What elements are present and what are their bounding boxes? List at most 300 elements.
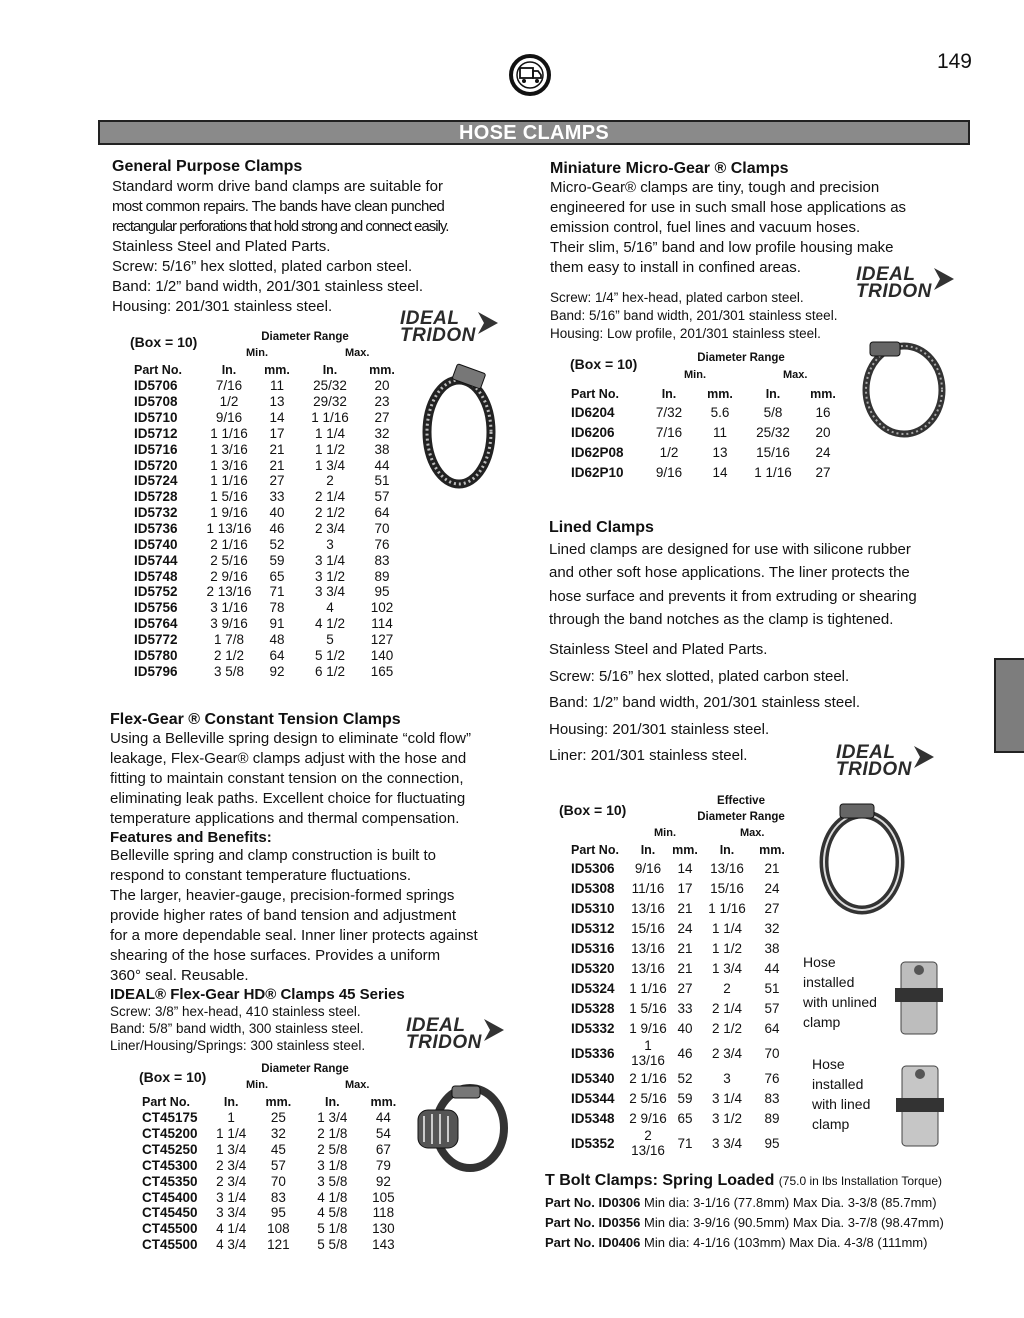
part-number-cell: ID5744 [134, 552, 178, 568]
value-cell: 71 [269, 584, 285, 600]
part-label: Part No. ID0306 [545, 1195, 641, 1210]
text-line: Micro-Gear® clamps are tiny, tough and precision [550, 179, 880, 196]
text-line: The larger, heavier-gauge, precision-formed springs [110, 887, 455, 904]
value-cell: 67 [375, 1142, 391, 1158]
value-cell: 1 3/4 [317, 1110, 348, 1126]
brand-line-1: IDEAL [836, 742, 896, 763]
value-cell: 1 13/16 [206, 521, 252, 537]
caption-line: clamp [803, 1014, 841, 1030]
value-cell: 1 [227, 1110, 235, 1126]
value-cell: 1 1/16 [629, 980, 667, 996]
value-cell: 1 3/16 [210, 441, 248, 457]
value-cell: 83 [374, 552, 390, 568]
lined-clamps-table [571, 842, 791, 1158]
caption-line: with lined [812, 1096, 871, 1112]
caption-line: installed [812, 1076, 864, 1092]
value-cell: 3 1/2 [314, 568, 346, 584]
table-row [571, 958, 791, 978]
value-cell: 2 13/16 [206, 584, 252, 600]
micro-gear-table [571, 386, 847, 482]
table-header: mm. [265, 1095, 292, 1109]
text-line: Band: 5/8” band width, 300 stainless steel. [110, 1021, 364, 1036]
value-cell: 114 [371, 616, 393, 632]
value-cell: 79 [375, 1157, 391, 1173]
part-number-cell: CT45400 [142, 1189, 198, 1205]
table-row [142, 1221, 408, 1237]
value-cell: 17 [269, 425, 285, 441]
text-line: Stainless Steel and Plated Parts. [112, 238, 331, 255]
section-banner [98, 120, 970, 145]
arrow-logo-icon [912, 744, 938, 770]
brand-line-1: IDEAL [406, 1015, 466, 1036]
value-cell: 46 [269, 521, 285, 537]
value-cell: 33 [269, 489, 285, 505]
value-cell: 46 [677, 1045, 693, 1061]
value-cell: 2 1/8 [317, 1126, 348, 1142]
hose-lined-image [896, 1060, 944, 1150]
part-label: Part No. ID0406 [545, 1235, 641, 1250]
value-cell: 21 [677, 900, 693, 916]
value-cell: 5 [326, 631, 334, 647]
part-number-cell: ID5756 [134, 600, 178, 616]
table-row [134, 410, 406, 426]
table-row [134, 552, 406, 568]
part-label: Part No. ID0356 [545, 1215, 641, 1230]
table-header: In. [223, 1095, 239, 1109]
value-cell: 14 [677, 860, 693, 876]
value-cell: 5.6 [710, 404, 730, 420]
part-number-cell: ID5736 [134, 521, 178, 537]
lined-clamps-title: Lined Clamps [549, 519, 654, 536]
value-cell: 24 [815, 444, 831, 460]
text-line: fitting to maintain constant tension on the connection, [110, 770, 464, 787]
value-cell: 95 [374, 584, 390, 600]
table-header: mm. [370, 1095, 397, 1109]
value-cell: 2 5/8 [317, 1142, 348, 1158]
value-cell: 3 5/8 [317, 1173, 348, 1189]
table-row [571, 978, 791, 998]
value-cell: 44 [375, 1110, 391, 1126]
value-cell: 2 1/16 [210, 536, 248, 552]
text-line: Screw: 5/16” hex slotted, plated carbon steel. [549, 667, 850, 685]
max-label: Max. [740, 827, 765, 839]
value-cell: 24 [677, 920, 693, 936]
value-cell: 21 [269, 457, 285, 473]
value-cell: 3 3/4 [711, 1135, 743, 1151]
text-line: Liner/Housing/Springs: 300 stainless steel. [110, 1038, 366, 1053]
arrow-logo-icon [932, 266, 956, 292]
value-cell: 13/16 [631, 900, 665, 916]
box-label: (Box = 10) [130, 334, 198, 350]
hd45-title: IDEAL® Flex-Gear HD® Clamps 45 Series [110, 986, 405, 1003]
part-number-cell: CT45300 [142, 1157, 198, 1173]
value-cell: 57 [270, 1157, 286, 1173]
value-cell: 11 [269, 378, 284, 394]
table-row [571, 998, 791, 1018]
brand-line-2: TRIDON [856, 281, 932, 302]
text-line: shearing of the hose surfaces. Provides a uniform [110, 947, 441, 964]
value-cell: 3 5/8 [213, 663, 245, 679]
ideal-tridon-logo [400, 310, 500, 344]
table-header: mm. [369, 363, 395, 377]
value-cell: 71 [677, 1135, 693, 1151]
banner-title: HOSE CLAMPS [459, 122, 609, 144]
text-line: Using a Belleville spring design to eliminate “cold flow” [110, 730, 472, 747]
value-cell: 78 [269, 600, 285, 616]
general-purpose-title: General Purpose Clamps [112, 158, 303, 175]
part-number-cell: ID5772 [134, 631, 178, 647]
text-line: Stainless Steel and Plated Parts. [549, 641, 768, 659]
part-number-cell: ID6206 [571, 424, 615, 440]
arrow-logo-icon [482, 1017, 508, 1043]
text-line: rectangular perforations that hold strong and connect easily. [112, 218, 449, 235]
value-cell: 1 3/4 [711, 960, 743, 976]
table-row [134, 616, 406, 632]
value-cell: 13 [269, 394, 285, 410]
text-line: for a more dependable seal. Inner liner protects against [110, 927, 478, 944]
text-line: Belleville spring and clamp construction is built to [110, 847, 436, 864]
value-cell: 2 9/16 [629, 1110, 667, 1126]
part-number-cell: ID5352 [571, 1135, 615, 1151]
table-row [142, 1126, 408, 1142]
value-cell: 3 1/4 [314, 552, 346, 568]
micro-gear-section [550, 160, 960, 343]
value-cell: 38 [374, 441, 390, 457]
table-row [134, 521, 406, 537]
value-cell: 25/32 [756, 424, 790, 440]
value-cell: 40 [269, 505, 285, 521]
text-line: 360° seal. Reusable. [110, 967, 249, 984]
brand-line-2: TRIDON [836, 759, 912, 780]
side-tab [994, 658, 1024, 753]
value-cell: 83 [270, 1189, 286, 1205]
value-cell: 21 [677, 940, 693, 956]
caption-line: clamp [812, 1116, 850, 1132]
value-cell: 3 9/16 [210, 616, 248, 632]
value-cell: 15/16 [756, 444, 790, 460]
value-cell: 40 [677, 1020, 693, 1036]
value-cell: 105 [372, 1189, 395, 1205]
lined-clamps-section [549, 519, 959, 770]
ideal-tridon-logo [406, 1017, 508, 1051]
text-line: Housing: Low profile, 201/301 stainless steel. [550, 326, 821, 341]
part-text: Min dia: 3-1/16 (77.8mm) Max Dia. 3-3/8 (85.7mm) [644, 1195, 937, 1210]
value-cell: 59 [677, 1090, 693, 1106]
part-number-cell: ID5308 [571, 880, 615, 896]
value-cell: 91 [269, 616, 285, 632]
value-cell: 15/16 [710, 880, 744, 896]
value-cell: 4 5/8 [317, 1205, 348, 1221]
box-label: (Box = 10) [559, 802, 627, 818]
part-number-cell: ID62P10 [571, 464, 624, 480]
value-cell: 16 [815, 404, 831, 420]
part-number-cell: ID5336 [571, 1045, 615, 1061]
value-cell: 3 3/4 [314, 584, 346, 600]
value-cell: 2 3/4 [314, 521, 346, 537]
diameter-range-label: Diameter Range [697, 811, 785, 823]
value-cell: 9/16 [655, 464, 683, 480]
text-line: eliminating leak paths. Excellent choice for fluctuating [110, 790, 466, 807]
table-row [134, 663, 406, 679]
text-line: respond to constant temperature fluctuations. [110, 867, 412, 884]
table-row [571, 402, 847, 422]
table-header: mm. [672, 843, 698, 857]
value-cell: 1 7/8 [213, 631, 245, 647]
text-line: and other soft hose applications. The liner protects the [549, 564, 910, 582]
value-cell: 59 [269, 552, 285, 568]
table-row [571, 1088, 791, 1108]
min-label: Min. [654, 827, 676, 839]
value-cell: 65 [269, 568, 285, 584]
text-line: Screw: 3/8” hex-head, 410 stainless steel. [110, 1004, 361, 1019]
table-row [134, 632, 406, 648]
value-cell: 2 9/16 [210, 568, 248, 584]
part-number-cell: CT45200 [142, 1126, 198, 1142]
table-row [571, 938, 791, 958]
value-cell: 5 5/8 [317, 1237, 348, 1253]
value-cell: 44 [374, 457, 390, 473]
caption-line: Hose [803, 954, 836, 970]
box-label: (Box = 10) [570, 356, 638, 372]
value-cell: 3 [326, 536, 334, 552]
value-cell: 92 [269, 663, 285, 679]
value-cell: 118 [372, 1205, 395, 1221]
part-number-cell: ID6204 [571, 404, 615, 420]
value-cell: 1 1/2 [711, 940, 743, 956]
text-line: leakage, Flex-Gear® clamps adjust with the hose and [110, 750, 467, 767]
value-cell: 2 5/16 [210, 552, 248, 568]
table-row [142, 1237, 408, 1253]
diameter-range-label: Diameter Range [261, 331, 349, 343]
micro-gear-clamp-image [856, 336, 948, 444]
value-cell: 27 [677, 980, 693, 996]
part-number-cell: ID5732 [134, 505, 178, 521]
value-cell: 1 5/16 [629, 1000, 667, 1016]
value-cell: 6 1/2 [314, 663, 346, 679]
table-row [134, 600, 406, 616]
text-line: temperature applications and thermal compensation. [110, 810, 460, 827]
t-bolt-note: (75.0 in lbs Installation Torque) [778, 1174, 943, 1188]
value-cell: 32 [764, 920, 780, 936]
value-cell: 1 3/16 [210, 457, 248, 473]
value-cell: 57 [374, 489, 390, 505]
table-header: Part No. [134, 363, 182, 377]
general-purpose-table [134, 362, 406, 679]
value-cell: 11/16 [631, 880, 665, 896]
value-cell: 52 [269, 536, 285, 552]
value-cell: 3 1/16 [210, 600, 248, 616]
table-row [134, 536, 406, 552]
value-cell: 33 [677, 1000, 693, 1016]
value-cell: 7/32 [655, 404, 683, 420]
value-cell: 2 3/4 [216, 1173, 247, 1189]
table-row [134, 584, 406, 600]
unlined-caption [803, 952, 877, 1032]
table-header: In. [221, 363, 237, 377]
table-row [142, 1158, 408, 1174]
page-number: 149 [936, 50, 972, 73]
flex-gear-clamp-image [414, 1072, 510, 1176]
part-number-cell: ID5344 [571, 1090, 615, 1106]
value-cell: 45 [270, 1142, 286, 1158]
value-cell: 1 5/16 [210, 489, 248, 505]
part-number-cell: ID5712 [134, 425, 178, 441]
text-line: Band: 1/2” band width, 201/301 stainless steel. [112, 278, 424, 295]
part-number-cell: CT45350 [142, 1173, 198, 1189]
t-bolt-item [545, 1193, 975, 1213]
diameter-range-label: Diameter Range [261, 1063, 349, 1075]
table-row [142, 1142, 408, 1158]
table-header: In. [322, 363, 338, 377]
general-purpose-section [112, 158, 512, 317]
table-row [571, 918, 791, 938]
part-number-cell: CT45450 [142, 1205, 198, 1221]
value-cell: 23 [374, 394, 390, 410]
value-cell: 32 [270, 1126, 286, 1142]
table-header: mm. [759, 843, 785, 857]
value-cell: 25 [270, 1110, 286, 1126]
table-row [134, 473, 406, 489]
value-cell: 121 [267, 1237, 290, 1253]
table-row [134, 489, 406, 505]
value-cell: 3 1/4 [711, 1090, 743, 1106]
table-row [571, 1018, 791, 1038]
value-cell: 2 3/4 [216, 1157, 247, 1173]
table-row [571, 1108, 791, 1128]
value-cell: 65 [677, 1110, 693, 1126]
value-cell: 1 1/16 [210, 473, 248, 489]
t-bolt-section [545, 1172, 975, 1253]
value-cell: 89 [374, 568, 390, 584]
text-line: Liner: 201/301 stainless steel. [549, 747, 748, 765]
text-line: hose surface and prevents it from extruding or shearing [549, 587, 917, 605]
value-cell: 2 1/2 [213, 647, 245, 663]
text-line: Screw: 5/16” hex slotted, plated carbon steel. [112, 258, 413, 275]
caption-line: with unlined [803, 994, 877, 1010]
table-header: mm. [707, 387, 733, 401]
value-cell: 70 [374, 521, 390, 537]
value-cell: 38 [764, 940, 780, 956]
part-number-cell: CT45500 [142, 1221, 198, 1237]
value-cell: 4 [326, 600, 334, 616]
table-row [571, 898, 791, 918]
text-line: through the band notches as the clamp is tightened. [549, 610, 894, 628]
value-cell: 2 1/2 [314, 505, 346, 521]
table-row [134, 394, 406, 410]
value-cell: 1 9/16 [629, 1020, 667, 1036]
table-header: In. [719, 843, 735, 857]
value-cell: 1/2 [659, 444, 679, 460]
table-row [142, 1110, 408, 1126]
value-cell: 5/8 [763, 404, 783, 420]
lined-caption [812, 1054, 870, 1134]
table-row [134, 505, 406, 521]
table-row [142, 1189, 408, 1205]
min-label: Min. [684, 369, 706, 381]
value-cell: 2 1/2 [711, 1020, 743, 1036]
brand-line-1: IDEAL [400, 308, 460, 329]
part-number-cell: ID5348 [571, 1110, 615, 1126]
table-header: Part No. [142, 1095, 190, 1109]
part-number-cell: ID5748 [134, 568, 178, 584]
table-header: In. [765, 387, 781, 401]
value-cell: 21 [764, 860, 780, 876]
t-bolt-item [545, 1213, 975, 1233]
max-label: Max. [783, 369, 808, 381]
table-header: Part No. [571, 843, 619, 857]
part-text: Min dia: 4-1/16 (103mm) Max Dia. 4-3/8 (111mm) [644, 1235, 928, 1250]
value-cell: 1/2 [219, 394, 239, 410]
part-number-cell: ID5720 [134, 457, 178, 473]
table-row [134, 647, 406, 663]
value-cell: 3 1/4 [216, 1189, 247, 1205]
value-cell: 89 [764, 1110, 780, 1126]
ideal-tridon-logo [836, 744, 938, 778]
part-number-cell: CT45250 [142, 1142, 198, 1158]
value-cell: 2 [326, 473, 334, 489]
part-number-cell: ID5340 [571, 1070, 615, 1086]
table-row [571, 878, 791, 898]
part-number-cell: ID5796 [134, 663, 178, 679]
value-cell: 57 [764, 1000, 780, 1016]
value-cell: 24 [764, 880, 780, 896]
value-cell: 1 1/16 [210, 425, 248, 441]
part-number-cell: ID5764 [134, 616, 178, 632]
text-line: emission control, fuel lines and vacuum hoses. [550, 219, 861, 236]
value-cell: 27 [764, 900, 780, 916]
truck-badge-icon [508, 53, 552, 97]
arrow-logo-icon [476, 310, 500, 336]
value-cell: 51 [764, 980, 780, 996]
part-number-cell: ID5752 [134, 584, 178, 600]
table-row [571, 1068, 791, 1088]
part-number-cell: ID5780 [134, 647, 178, 663]
part-number-cell: CT45175 [142, 1110, 198, 1126]
value-cell: 48 [269, 631, 285, 647]
min-label: Min. [246, 347, 268, 359]
value-cell: 92 [375, 1173, 391, 1189]
text-line: Standard worm drive band clamps are suitable for [112, 178, 443, 195]
brand-line-2: TRIDON [406, 1032, 482, 1053]
table-row [571, 422, 847, 442]
value-cell: 13/16 [710, 860, 744, 876]
value-cell: 1 13/16 [631, 1038, 665, 1068]
value-cell: 165 [370, 663, 394, 679]
value-cell: 13 [712, 444, 728, 460]
flex-gear-title: Flex-Gear ® Constant Tension Clamps [110, 711, 401, 728]
part-number-cell: ID5728 [134, 489, 178, 505]
value-cell: 1 3/4 [314, 457, 346, 473]
part-number-cell: ID5724 [134, 473, 178, 489]
part-number-cell: ID5708 [134, 394, 178, 410]
value-cell: 32 [374, 425, 390, 441]
text-line: engineered for use in such small hose applications as [550, 199, 907, 216]
value-cell: 52 [677, 1070, 693, 1086]
t-bolt-item [545, 1233, 975, 1253]
table-row [571, 1128, 791, 1158]
value-cell: 3 1/8 [317, 1157, 348, 1173]
max-label: Max. [345, 1079, 370, 1091]
part-number-cell: ID5324 [571, 980, 615, 996]
part-number-cell: ID5332 [571, 1020, 615, 1036]
min-label: Min. [246, 1079, 268, 1091]
value-cell: 29/32 [313, 394, 347, 410]
lined-clamp-image [812, 798, 908, 918]
part-number-cell: ID5710 [134, 410, 178, 426]
table-row [134, 441, 406, 457]
diameter-range-label: Diameter Range [697, 352, 785, 364]
table-header: In. [325, 1095, 340, 1109]
